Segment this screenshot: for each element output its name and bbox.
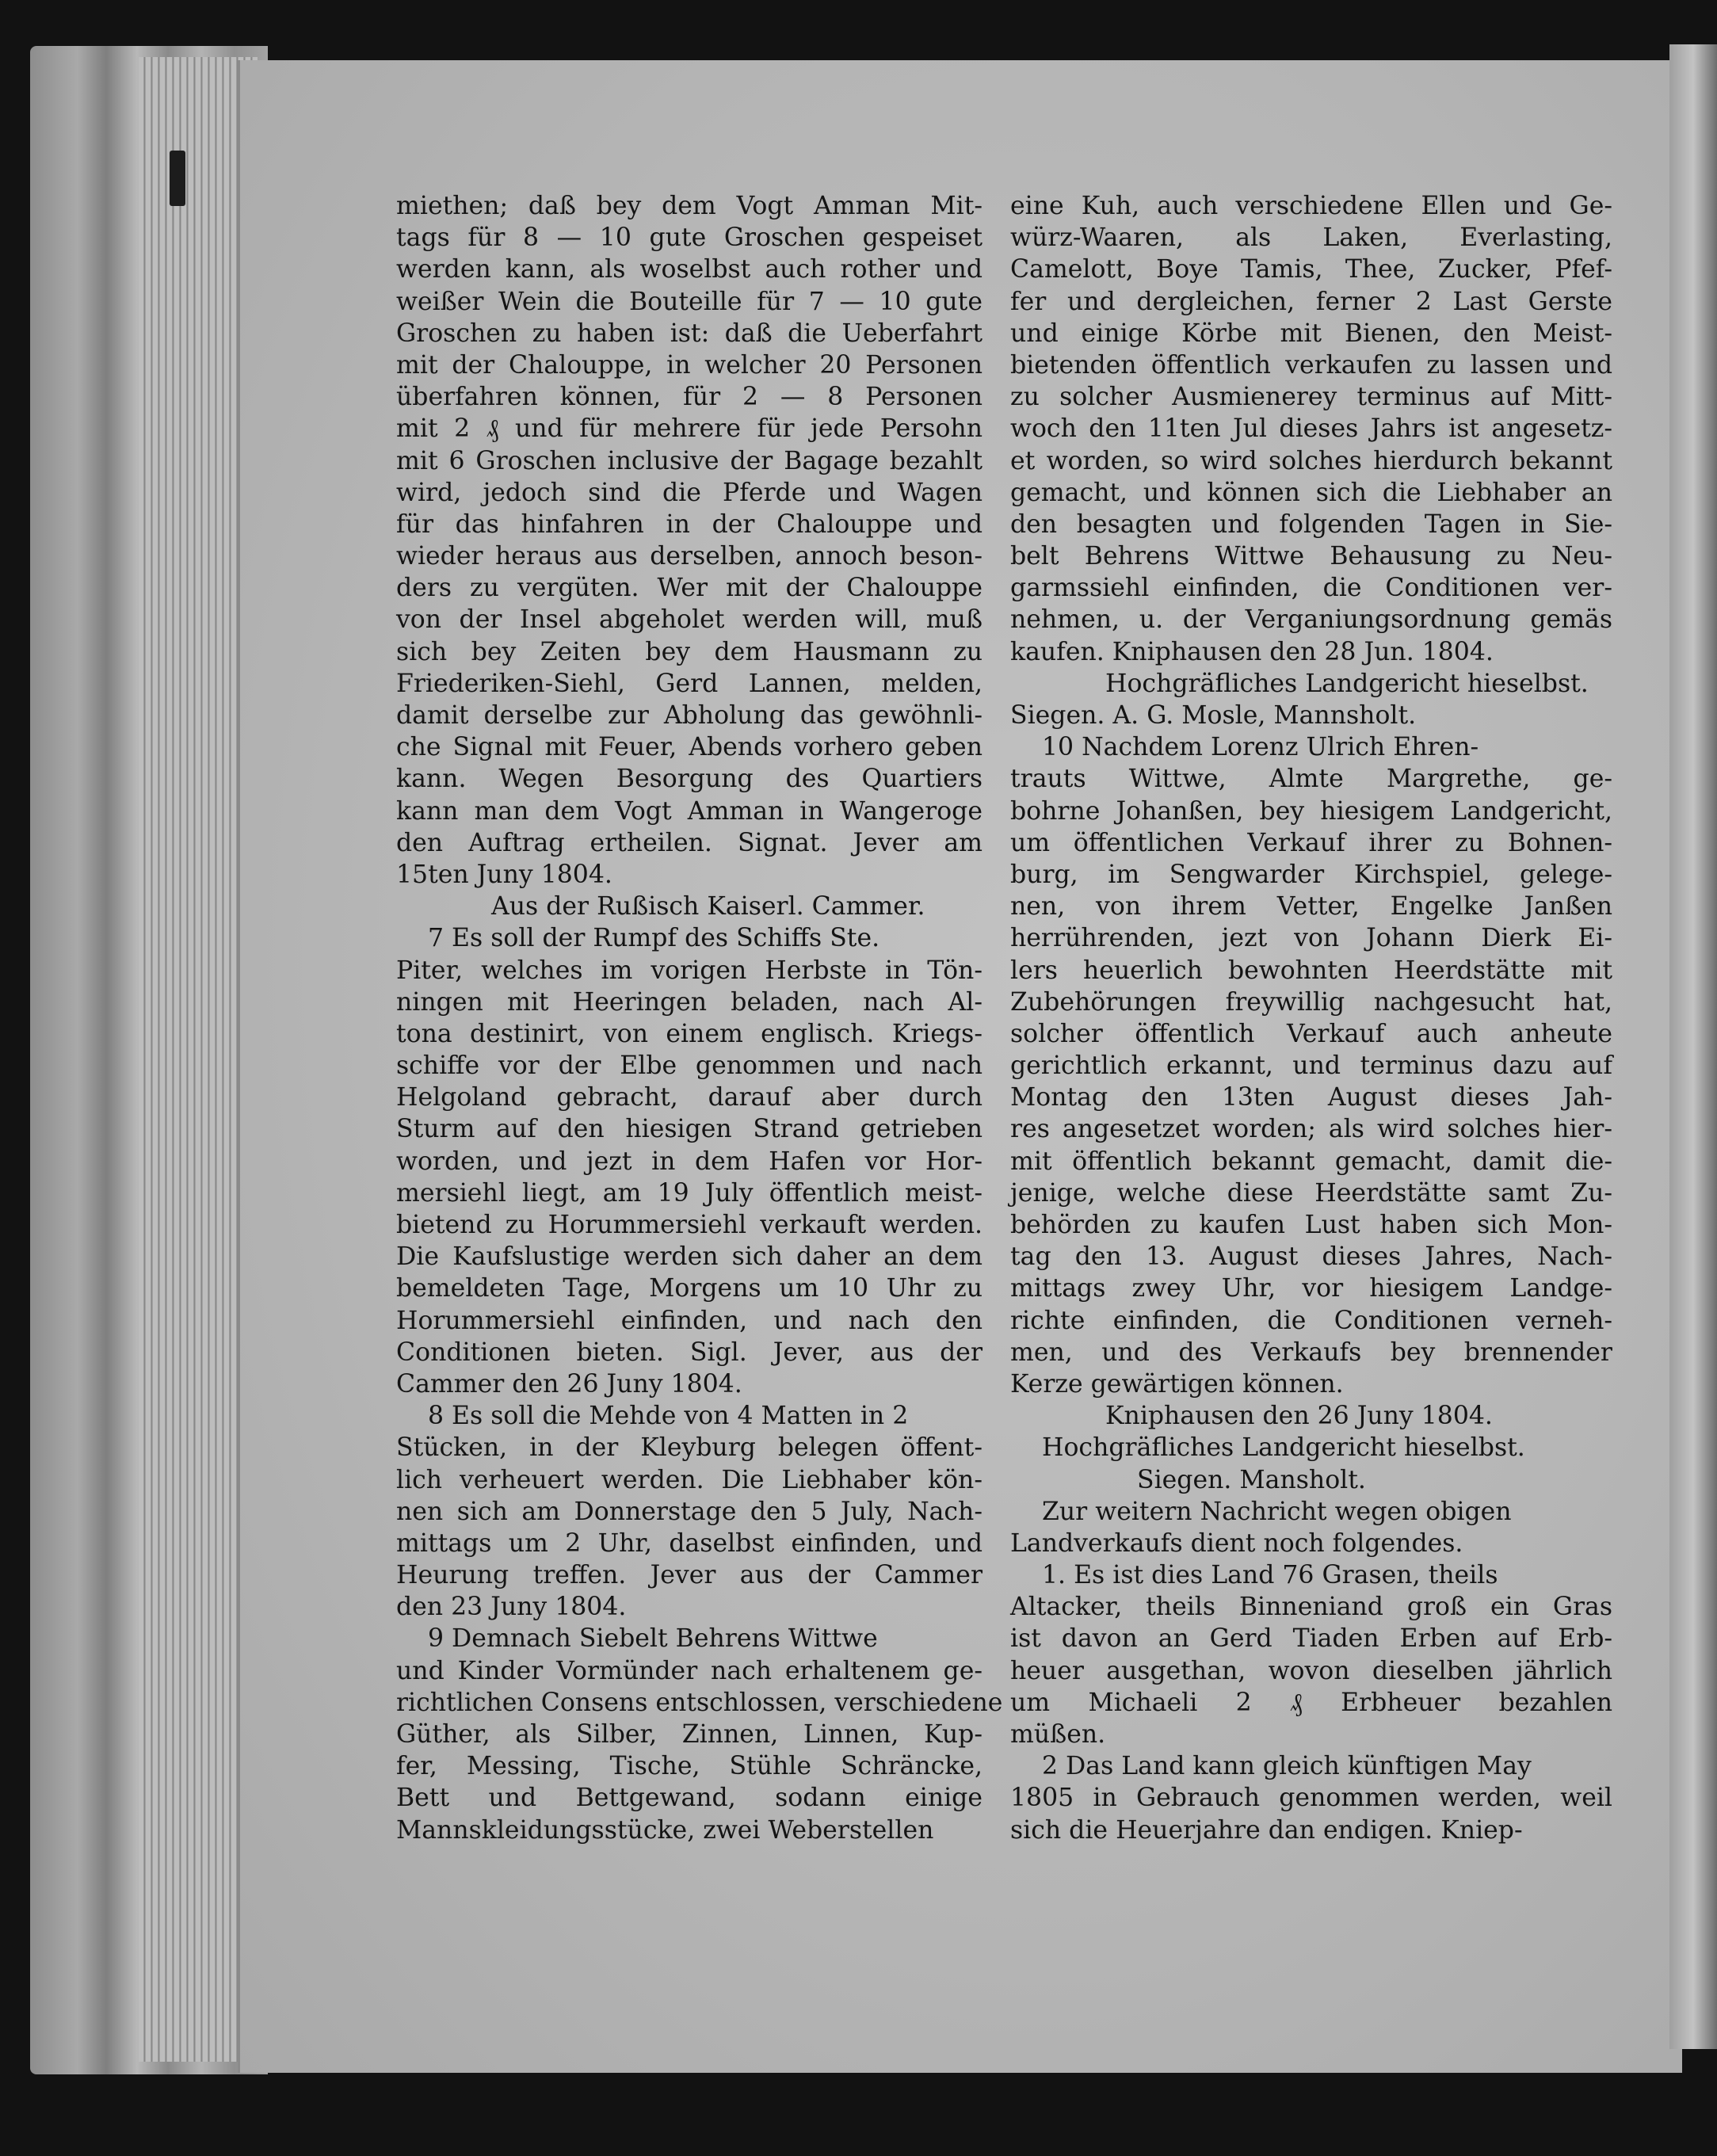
- text-line: Helgoland gebracht, darauf aber durch: [396, 1083, 983, 1112]
- text-line: gemacht, und können sich die Liebhaber an: [1010, 478, 1612, 507]
- text-line: um Michaeli 2 ₰ Erbheuer bezahlen: [1010, 1688, 1612, 1717]
- text-line: belt Behrens Wittwe Behausung zu Neu-: [1010, 542, 1612, 571]
- text-line: mit der Chalouppe, in welcher 20 Personen: [396, 350, 983, 380]
- text-line: garmssiehl einfinden, die Conditionen ver-: [1010, 574, 1612, 603]
- text-line: fer und dergleichen, ferner 2 Last Gerste: [1010, 287, 1612, 316]
- text-line: Groschen zu haben ist: daß die Ueberfahrt: [396, 319, 983, 348]
- text-line: mittags zwey Uhr, vor hiesigem Landge-: [1010, 1274, 1612, 1303]
- text-line: würz-Waaren, als Laken, Everlasting,: [1010, 223, 1612, 253]
- text-line: überfahren können, für 2 — 8 Personen: [396, 383, 983, 412]
- text-line: nehmen, u. der Verganiungsordnung gemäs: [1010, 605, 1612, 635]
- text-line: 15ten Juny 1804.: [396, 860, 612, 889]
- text-line: Güther, als Silber, Zinnen, Linnen, Kup-: [396, 1720, 983, 1749]
- text-line: fer, Messing, Tische, Stühle Schräncke,: [396, 1752, 983, 1781]
- text-line: bietend zu Horummersiehl verkauft werden.: [396, 1211, 983, 1239]
- text-line: bemeldeten Tage, Morgens um 10 Uhr zu: [396, 1274, 983, 1303]
- text-line: Kniphausen den 26 Juny 1804.: [1105, 1402, 1493, 1431]
- text-line: nen sich am Donnerstage den 5 July, Nach-: [396, 1497, 983, 1526]
- text-line: che Signal mit Feuer, Abends vorhero geben: [396, 733, 983, 762]
- text-line: et worden, so wird solches hierdurch bekannt: [1010, 446, 1612, 475]
- text-line: Montag den 13ten August dieses Jah-: [1010, 1083, 1612, 1112]
- text-line: men, und des Verkaufs bey brennender: [1010, 1337, 1612, 1367]
- text-line: Piter, welches im vorigen Herbste in Tön-: [396, 956, 983, 985]
- text-line: burg, im Sengwarder Kirchspiel, gelege-: [1010, 860, 1612, 889]
- text-line: ningen mit Heeringen beladen, nach Al-: [396, 987, 983, 1017]
- text-line: kann man dem Vogt Amman in Wangeroge: [396, 796, 983, 826]
- right-page-edge: [1669, 44, 1717, 2049]
- text-line: Zubehörungen freywillig nachgesucht hat,: [1010, 987, 1612, 1017]
- text-line: res angesetzet worden; als wird solches hier-: [1010, 1115, 1612, 1144]
- text-line: Heurung treffen. Jever aus der Cammer: [396, 1561, 983, 1590]
- text-line: mit 2 ₰ und für mehrere für jede Persohn: [396, 414, 983, 444]
- text-line: ist davon an Gerd Tiaden Erben auf Erb-: [1010, 1624, 1612, 1654]
- text-line: Altacker, theils Binneniand groß ein Gras: [1010, 1593, 1612, 1622]
- text-line: heuer ausgethan, wovon dieselben jährlich: [1010, 1656, 1612, 1685]
- text-line: den besagten und folgenden Tagen in Sie-: [1010, 509, 1612, 539]
- text-line: richtlichen Consens entschlossen, verschiedene: [396, 1688, 1003, 1717]
- text-line: Kerze gewärtigen können.: [1010, 1369, 1344, 1399]
- text-line: Horummersiehl einfinden, und nach den: [396, 1306, 983, 1335]
- text-line: wieder heraus aus derselben, annoch beson-: [396, 542, 983, 571]
- left-text-column: [396, 190, 1003, 1846]
- text-line: Siegen. A. G. Mosle, Mannsholt.: [1010, 701, 1417, 730]
- text-line: mit öffentlich bekannt gemacht, damit die-: [1010, 1147, 1612, 1176]
- text-line: Camelott, Boye Tamis, Thee, Zucker, Pfef-: [1010, 255, 1612, 284]
- right-text-column: [1010, 190, 1612, 1846]
- text-line: zu solcher Ausmienerey terminus auf Mitt-: [1010, 383, 1612, 412]
- text-line: tags für 8 — 10 gute Groschen gespeiset: [396, 223, 983, 253]
- text-line: Hochgräfliches Landgericht hieselbst.: [1042, 1433, 1525, 1463]
- text-line: woch den 11ten Jul dieses Jahrs ist angesetz-: [1010, 414, 1612, 444]
- text-line: eine Kuh, auch verschiedene Ellen und Ge-: [1010, 192, 1612, 220]
- text-line: 2 Das Land kann gleich künftigen May: [1042, 1752, 1532, 1781]
- text-line: Stücken, in der Kleyburg belegen öffent-: [396, 1433, 983, 1463]
- text-line: tona destinirt, von einem englisch. Kriegs-: [396, 1019, 983, 1048]
- text-line: und Kinder Vormünder nach erhaltenem ge-: [396, 1656, 983, 1685]
- text-line: weißer Wein die Bouteille für 7 — 10 gute: [396, 287, 983, 316]
- text-line: ders zu vergüten. Wer mit der Chalouppe: [396, 574, 983, 603]
- text-line: von der Insel abgeholet werden will, muß: [396, 605, 983, 635]
- text-line: 9 Demnach Siebelt Behrens Wittwe: [428, 1624, 878, 1654]
- text-line: mittags um 2 Uhr, daselbst einfinden, und: [396, 1528, 983, 1558]
- text-line: jenige, welche diese Heerdstätte samt Zu-: [1010, 1178, 1612, 1208]
- text-line: nen, von ihrem Vetter, Engelke Janßen: [1010, 892, 1612, 922]
- text-line: Mannskleidungsstücke, zwei Weberstellen: [396, 1815, 934, 1845]
- binding-tab: [170, 151, 185, 206]
- text-line: 10 Nachdem Lorenz Ulrich Ehren-: [1042, 733, 1479, 762]
- text-line: 1. Es ist dies Land 76 Grasen, theils: [1042, 1561, 1498, 1590]
- text-line: tag den 13. August dieses Jahres, Nach-: [1010, 1242, 1612, 1272]
- text-line: 8 Es soll die Mehde von 4 Matten in 2: [428, 1402, 909, 1431]
- text-line: sich bey Zeiten bey dem Hausmann zu: [396, 637, 983, 666]
- text-line: Sturm auf den hiesigen Strand getrieben: [396, 1115, 983, 1144]
- text-line: den Auftrag ertheilen. Signat. Jever am: [396, 828, 983, 857]
- text-line: um öffentlichen Verkauf ihrer zu Bohnen-: [1010, 828, 1612, 857]
- text-line: kann. Wegen Besorgung des Quartiers: [396, 765, 983, 794]
- text-line: Zur weitern Nachricht wegen obigen: [1042, 1497, 1512, 1526]
- text-line: werden kann, als woselbst auch rother und: [396, 255, 983, 284]
- text-line: trauts Wittwe, Almte Margrethe, ge-: [1010, 765, 1612, 794]
- text-line: Die Kaufslustige werden sich daher an dem: [396, 1242, 983, 1272]
- text-line: miethen; daß bey dem Vogt Amman Mit-: [396, 192, 983, 220]
- text-line: gerichtlich erkannt, und terminus dazu auf: [1010, 1051, 1612, 1081]
- text-line: herrührenden, jezt von Johann Dierk Ei-: [1010, 924, 1612, 953]
- text-line: für das hinfahren in der Chalouppe und: [396, 509, 983, 539]
- text-line: sich die Heuerjahre dan endigen. Kniep-: [1010, 1815, 1523, 1845]
- text-line: den 23 Juny 1804.: [396, 1593, 627, 1622]
- text-line: solcher öffentlich Verkauf auch anheute: [1010, 1019, 1612, 1048]
- text-line: wird, jedoch sind die Pferde und Wagen: [396, 478, 983, 507]
- text-line: Hochgräfliches Landgericht hieselbst.: [1105, 669, 1589, 698]
- text-line: 7 Es soll der Rumpf des Schiffs Ste.: [428, 924, 880, 953]
- text-line: Aus der Rußisch Kaiserl. Cammer.: [491, 892, 925, 922]
- text-line: Cammer den 26 Juny 1804.: [396, 1369, 742, 1399]
- text-line: mit 6 Groschen inclusive der Bagage bezahlt: [396, 446, 983, 475]
- text-line: Conditionen bieten. Sigl. Jever, aus der: [396, 1337, 983, 1367]
- text-line: worden, und jezt in dem Hafen vor Hor-: [396, 1147, 983, 1176]
- text-line: lers heuerlich bewohnten Heerdstätte mit: [1010, 956, 1612, 985]
- text-line: kaufen. Kniphausen den 28 Jun. 1804.: [1010, 637, 1494, 666]
- text-line: mersiehl liegt, am 19 July öffentlich meist-: [396, 1178, 983, 1208]
- text-line: Landverkaufs dient noch folgendes.: [1010, 1528, 1463, 1558]
- text-line: bohrne Johanßen, bey hiesigem Landgericht,: [1010, 796, 1612, 826]
- text-line: richte einfinden, die Conditionen verneh-: [1010, 1306, 1612, 1335]
- text-line: und einige Körbe mit Bienen, den Meist-: [1010, 319, 1612, 348]
- text-line: behörden zu kaufen Lust haben sich Mon-: [1010, 1211, 1612, 1239]
- text-line: Friederiken-Siehl, Gerd Lannen, melden,: [396, 669, 983, 698]
- text-line: Siegen. Mansholt.: [1137, 1465, 1366, 1494]
- text-line: 1805 in Gebrauch genommen werden, weil: [1010, 1784, 1612, 1813]
- text-line: Bett und Bettgewand, sodann einige: [396, 1784, 983, 1813]
- text-line: bietenden öffentlich verkaufen zu lassen und: [1010, 350, 1612, 380]
- text-line: damit derselbe zur Abholung das gewöhnli-: [396, 701, 983, 730]
- text-line: schiffe vor der Elbe genommen und nach: [396, 1051, 983, 1081]
- text-line: müßen.: [1010, 1720, 1106, 1749]
- text-line: lich verheuert werden. Die Liebhaber kön-: [396, 1465, 983, 1494]
